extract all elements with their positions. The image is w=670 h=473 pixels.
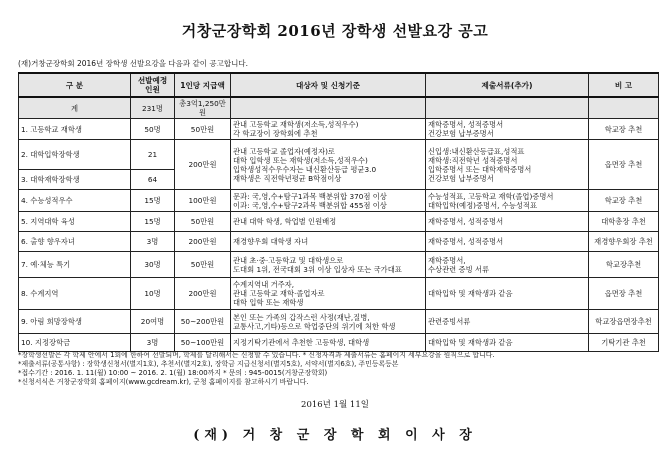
row-count: 30명: [131, 252, 175, 278]
row-count: 21: [131, 140, 175, 170]
row-note: 읍면장 추천: [589, 278, 659, 310]
header-documents: 제출서류(추가): [426, 73, 589, 97]
header-note: 비 고: [589, 73, 659, 97]
row-category: 6. 출향 향우자녀: [19, 232, 131, 252]
summary-amount: 총3억1,250만원: [175, 97, 231, 119]
table-row: [19, 252, 659, 278]
row-note: 기탁기관 추천: [589, 334, 659, 352]
note-line: *장학생선발은 각 학제 안에서 1회에 한하여 선발되며, 학제를 달리해서는 신청할 수 있습니다. * 신청자격과 제출서류는 홈페이지 세부요강을 원칙으로 합니다.: [18, 351, 495, 359]
table-row: [19, 119, 659, 140]
row-count: 3명: [131, 232, 175, 252]
note-line: *접수기간 : 2016. 1. 11(월) 10:00 ~ 2016. 2. 1(월) 18:00까지 * 문의 : 945-0015(거창군장학회): [18, 369, 328, 377]
row-documents: 대학입학 및 재학생과 같음: [426, 278, 589, 310]
table-row: [19, 334, 659, 352]
row-criteria: 수계지역내 거주자, 관내 고등학교 재학·졸업자로 대학 입학 또는 재학생: [231, 278, 426, 310]
row-category: 8. 수계지역: [19, 278, 131, 310]
scholarship-table: [18, 72, 659, 352]
intro-text: (재)거창군장학회 2016년 장학생 선발요강을 다음과 같이 공고합니다.: [18, 59, 248, 68]
row-count: 3명: [131, 334, 175, 352]
row-documents: 재학증명서, 성적증명서: [426, 232, 589, 252]
row-amount: 50만원: [175, 212, 231, 232]
row-amount: 50만원: [175, 252, 231, 278]
row-criteria: 관내 초·중·고등학교 및 대학생으로 도대회 1위, 전국대회 3위 이상 입상자 또는 국가대표: [231, 252, 426, 278]
row-criteria: 관내 대학 학생, 학업별 인원배정: [231, 212, 426, 232]
table-row: [19, 232, 659, 252]
row-category: 2. 대학입학장학생: [19, 140, 131, 170]
row-note: 학교장 추천: [589, 190, 659, 212]
row-documents: 대학입학 및 재학생과 같음: [426, 334, 589, 352]
row-category: 9. 아림 희망장학생: [19, 310, 131, 334]
row-amount: 200만원: [175, 232, 231, 252]
summary-count: 231명: [131, 97, 175, 119]
row-count: 50명: [131, 119, 175, 140]
row-note: 학교장읍면장추천: [589, 310, 659, 334]
row-criteria: 관내 고등학교 졸업자(예정자)로 대학 입학생 또는 재학생(저소득,성적우수) 입학생성적수우수자는 내신환산등급 평균3.0 재학생은 직전학년평균 B학점이상: [231, 140, 426, 190]
row-documents: 관련증빙서류: [426, 310, 589, 334]
row-criteria: 관내 고등학교 재학생(저소득,성적우수) 각 학교장이 장학회에 추천: [231, 119, 426, 140]
row-category: 4. 수능성적우수: [19, 190, 131, 212]
row-category: 3. 대학재학장학생: [19, 170, 131, 190]
summary-row: [19, 97, 659, 119]
issue-date: 2016년 1월 11일: [301, 400, 369, 410]
row-count: 20여명: [131, 310, 175, 334]
row-note: 학교장추천: [589, 252, 659, 278]
note-line: *제출서류(공통사항) : 장학생신청서(별지1호), 추천서(별지2호), 장학금 지급신청서(별지5호), 서약서(별지6호), 주민등록등본: [18, 360, 399, 368]
summary-note: [589, 97, 659, 119]
table-row: [19, 212, 659, 232]
row-count: 64: [131, 170, 175, 190]
row-category: 1. 고등학교 재학생: [19, 119, 131, 140]
header-amount: 1인당 지급액: [175, 73, 231, 97]
row-count: 15명: [131, 190, 175, 212]
table-row: [19, 140, 659, 170]
row-count: 15명: [131, 212, 175, 232]
row-category: 5. 지역대학 육성: [19, 212, 131, 232]
row-count: 10명: [131, 278, 175, 310]
header-count: 선발예정 인원: [131, 73, 175, 97]
row-criteria: 본인 또는 가족의 갑작스런 사정(재난,질병, 교통사고,기타)등으로 학업중단의 위기에 처한 학생: [231, 310, 426, 334]
row-amount: 50만원: [175, 119, 231, 140]
row-documents: 재학증명서, 성적증명서: [426, 212, 589, 232]
row-category: 10. 지정장학금: [19, 334, 131, 352]
notes-section: [18, 351, 663, 387]
signature: (재) 거 창 군 장 학 회 이 사 장: [193, 428, 477, 443]
row-amount: 200만원: [175, 140, 231, 190]
table-row: [19, 310, 659, 334]
table-row: [19, 190, 659, 212]
row-note: 학교장 추천: [589, 119, 659, 140]
page-title: 거창군장학회 2016년 장학생 선발요강 공고: [181, 22, 489, 40]
row-documents: 재학증명서, 수상관련 증빙 서류: [426, 252, 589, 278]
table-header-row: [19, 73, 659, 97]
row-note: 읍면장 추천: [589, 140, 659, 190]
row-amount: 50~200만원: [175, 310, 231, 334]
row-note: 대학총장 추천: [589, 212, 659, 232]
note-line: *신청서식은 거창군장학회 홈페이지(www.gcdream.kr), 군청 홈페이지를 참고하시기 바랍니다.: [18, 378, 309, 386]
row-documents: 수능성적표, 고등학교 재학(졸업)증명서 대학입학(예정)증명서, 수능성적표: [426, 190, 589, 212]
header-category: 구 분: [19, 73, 131, 97]
summary-criteria: [231, 97, 426, 119]
row-amount: 50~100만원: [175, 334, 231, 352]
row-amount: 200만원: [175, 278, 231, 310]
row-criteria: 재경향우회 대학생 자녀: [231, 232, 426, 252]
header-criteria: 대상자 및 신청기준: [231, 73, 426, 97]
row-criteria: 지정기탁기관에서 추천한 고등학생, 대학생: [231, 334, 426, 352]
row-amount: 100만원: [175, 190, 231, 212]
summary-docs: [426, 97, 589, 119]
table-row: [19, 278, 659, 310]
summary-label: 계: [19, 97, 131, 119]
row-documents: 신입생:내신환산등급표,성적표 재학생:직전학년 성적증명서 입학증명서 또는 대학재학증명서 건강보험 납부증명서: [426, 140, 589, 190]
row-category: 7. 예·체능 특기: [19, 252, 131, 278]
row-criteria: 문과: 국,영,수+탐구1과목 백분위합 370점 이상 이과: 국,영,수+탐구2과목 백분위합 455점 이상: [231, 190, 426, 212]
row-documents: 재학증명서, 성적증명서 건강보험 납부증명서: [426, 119, 589, 140]
row-note: 재경향우회장 추천: [589, 232, 659, 252]
